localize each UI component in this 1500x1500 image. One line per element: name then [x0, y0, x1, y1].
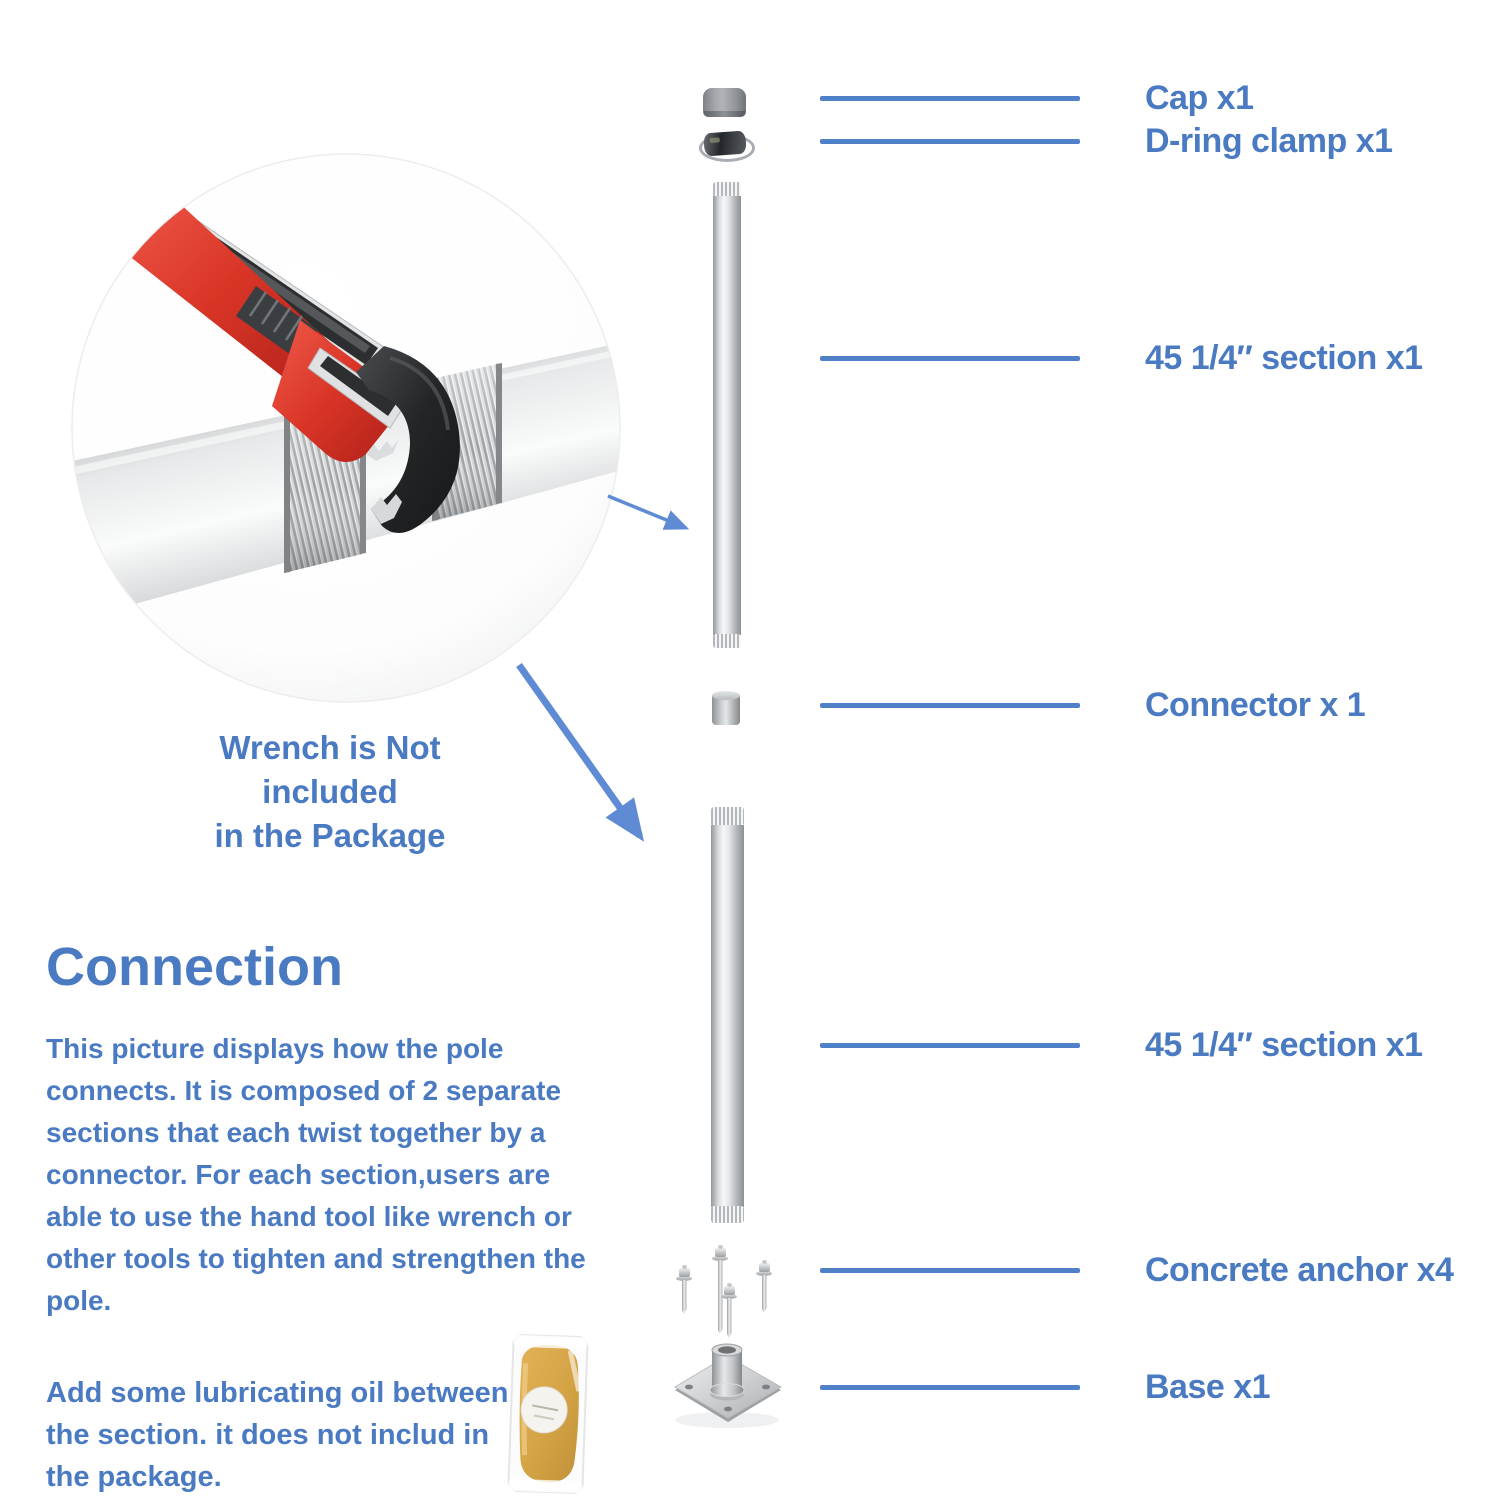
- thread-top: [711, 807, 744, 826]
- inset-caption-line1: Wrench is Not included: [219, 729, 441, 810]
- leader-line-d-ring: [820, 139, 1080, 144]
- thread-bottom: [713, 634, 741, 648]
- pole-body: [713, 196, 741, 635]
- thread-top: [713, 182, 741, 197]
- d-ring-clamp-graphic: [699, 128, 753, 160]
- label-connector: Connector x 1: [1145, 686, 1366, 724]
- leader-line-base: [820, 1385, 1080, 1390]
- section-heading: Connection: [46, 937, 343, 997]
- wrench-on-pole-illustration: [70, 152, 622, 704]
- inset-caption-line2: in the Package: [214, 817, 446, 854]
- connector-graphic: [712, 695, 740, 725]
- leader-line-upper-section: [820, 356, 1080, 361]
- leader-line-anchor: [820, 1268, 1080, 1273]
- section-body-text: This picture displays how the pole connects. It is composed of 2 separate sections that each twist together by a connector. For each section,users are able to use the hand tool like wrench or other tools to tighten and strengthen the pole.: [46, 1033, 586, 1316]
- concrete-anchor-graphic: [676, 1268, 692, 1314]
- cap-graphic: [703, 88, 746, 117]
- inset-caption: [150, 726, 510, 858]
- leader-line-cap: [820, 96, 1080, 101]
- clamp-band: [703, 131, 747, 157]
- lower-section-graphic: [711, 807, 744, 1223]
- label-cap: Cap x1: [1145, 79, 1254, 117]
- label-lower-section: 45 1/4″ section x1: [1145, 1026, 1423, 1064]
- pole-body: [711, 825, 744, 1207]
- thread-bottom: [711, 1206, 744, 1223]
- leader-line-connector: [820, 703, 1080, 708]
- label-upper-section: 45 1/4″ section x1: [1145, 339, 1423, 377]
- upper-section-graphic: [713, 182, 741, 648]
- leader-line-lower-section: [820, 1043, 1080, 1048]
- base-plate-graphic: [660, 1338, 790, 1430]
- wrench-inset-photo: [70, 152, 622, 704]
- label-concrete-anchor: Concrete anchor x4: [1145, 1251, 1454, 1289]
- concrete-anchor-graphic: [721, 1286, 737, 1338]
- label-d-ring-clamp: D-ring clamp x1: [1145, 122, 1393, 160]
- concrete-anchor-graphic: [756, 1263, 772, 1313]
- lubricant-note-text: Add some lubricating oil between the section. it does not includ in the package.: [46, 1377, 509, 1493]
- label-base: Base x1: [1145, 1368, 1271, 1406]
